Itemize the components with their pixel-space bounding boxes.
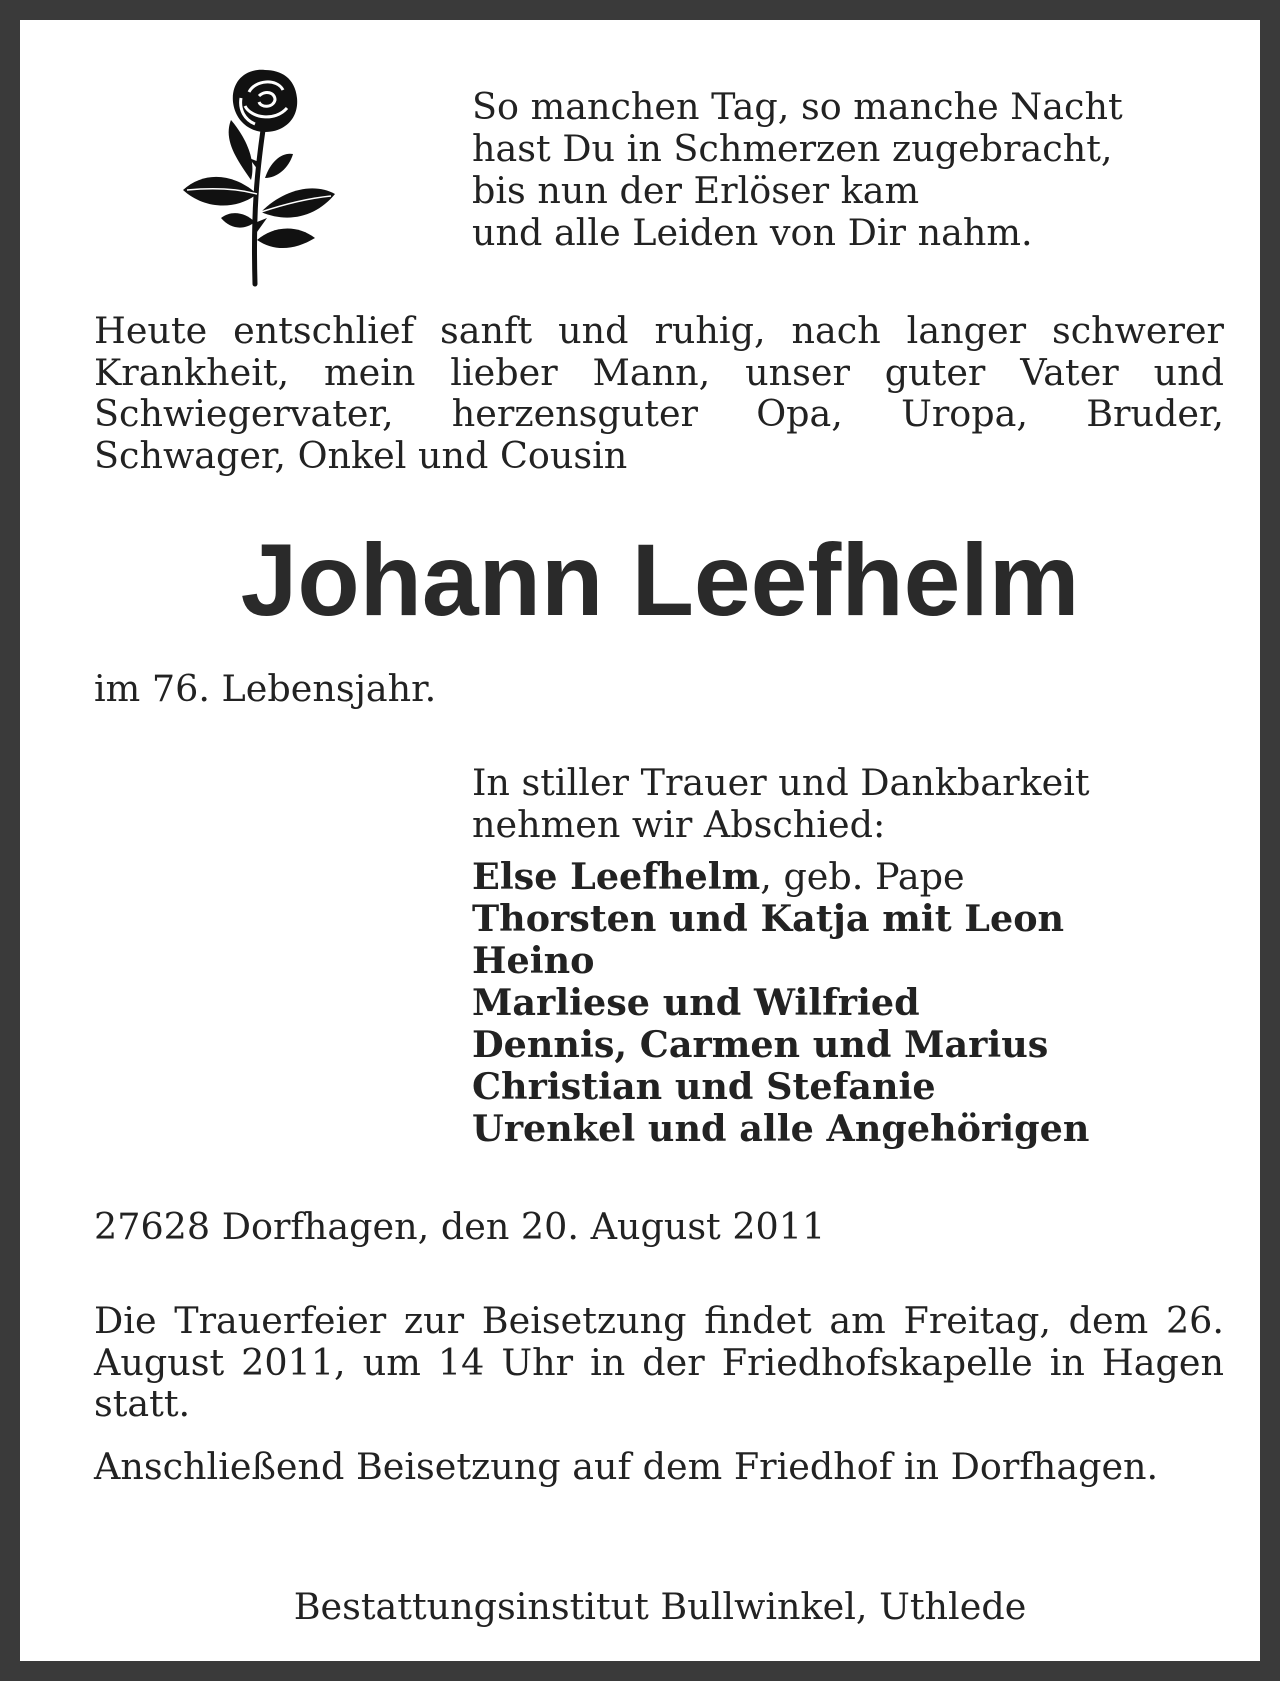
rose-icon xyxy=(165,62,345,287)
death-announcement: Heute entschlief sanft und ruhig, nach langer schwerer Krankheit, mein lieber Mann, unser guter Vater und Schwiegervater, herzensguter Opa, Uropa, Bruder, Schwager, Onkel und Cousin xyxy=(94,309,1224,477)
mourner-line xyxy=(472,1024,1252,1066)
burial-notice: Anschließend Beisetzung auf dem Friedhof in Dorfhagen. xyxy=(94,1445,1159,1488)
mourner-line xyxy=(472,898,1252,940)
mourner-suffix: , geb. Pape xyxy=(760,855,965,898)
age-line: im 76. Lebensjahr. xyxy=(94,667,437,710)
mourner-name: Christian und Stefanie xyxy=(472,1065,936,1108)
mourner-line xyxy=(472,856,1252,898)
mourner-name: Thorsten und Katja mit Leon xyxy=(472,897,1065,940)
ceremony-notice: Die Trauerfeier zur Beisetzung findet am Freitag, dem 26. August 2011, um 14 Uhr in der Friedhofskapelle in Hagen statt. xyxy=(94,1299,1224,1425)
mourner-line xyxy=(472,1066,1252,1108)
farewell-line: nehmen wir Abschied: xyxy=(472,803,886,846)
mourner-name: Heino xyxy=(472,939,595,982)
farewell-text xyxy=(472,762,1232,846)
mourner-name: Dennis, Carmen und Marius xyxy=(472,1023,1049,1066)
mourners-list xyxy=(472,856,1252,1150)
verse-line: bis nun der Erlöser kam xyxy=(472,169,920,212)
verse-line: und alle Leiden von Dir nahm. xyxy=(472,211,1033,254)
verse-line: So manchen Tag, so manche Nacht xyxy=(472,85,1123,128)
farewell-line: In stiller Trauer und Dankbarkeit xyxy=(472,761,1090,804)
mourner-name: Marliese und Wilfried xyxy=(472,981,920,1024)
mourner-line xyxy=(472,982,1252,1024)
verse-line: hast Du in Schmerzen zugebracht, xyxy=(472,127,1113,170)
deceased-name: Johann Leefhelm xyxy=(240,523,1080,637)
mourner-name: Urenkel und alle Angehörigen xyxy=(472,1107,1090,1150)
mourner-name: Else Leefhelm xyxy=(472,855,761,898)
undertaker: Bestattungsinstitut Bullwinkel, Uthlede xyxy=(293,1585,1027,1628)
mourner-line xyxy=(472,940,1252,982)
mourner-line xyxy=(472,1108,1252,1150)
place-date: 27628 Dorfhagen, den 20. August 2011 xyxy=(94,1205,826,1248)
verse xyxy=(472,86,1232,254)
